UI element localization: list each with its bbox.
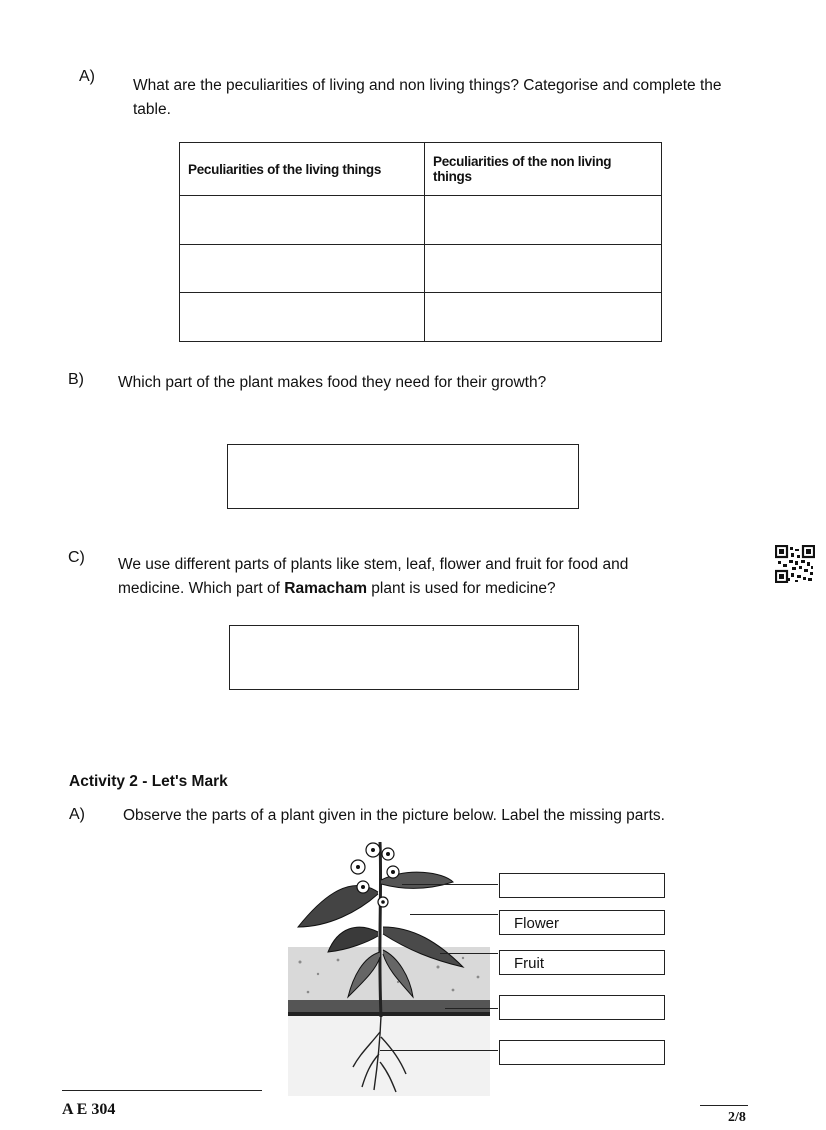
question-c-label: C) (68, 549, 85, 566)
table-cell-nonliving[interactable] (425, 196, 662, 245)
activity-a-text: Observe the parts of a plant given in the picture below. Label the missing parts. (123, 807, 665, 824)
leader-line (440, 953, 498, 954)
question-c-line2-pre: medicine. Which part of (118, 580, 285, 597)
plant-label-box[interactable] (499, 873, 665, 898)
leader-line (380, 1050, 498, 1051)
peculiarities-table (179, 142, 662, 342)
qr-code-icon (775, 545, 815, 583)
question-c-line1: We use different parts of plants like stem, leaf, flower and fruit for food and (118, 556, 629, 573)
table-cell-living[interactable] (180, 244, 425, 293)
question-b-label: B) (68, 371, 84, 388)
plant-name: Ramacham (284, 580, 367, 597)
leader-line (410, 914, 498, 915)
question-c-line2 (118, 577, 718, 601)
question-b-answer-box[interactable] (227, 444, 579, 509)
question-a-label: A) (79, 68, 95, 85)
page-number: 2/8 (728, 1110, 746, 1125)
question-b-text: Which part of the plant makes food they need for their growth? (118, 374, 547, 391)
table-cell-living[interactable] (180, 293, 425, 342)
table-header-living: Peculiarities of the living things (180, 143, 425, 196)
question-a-line1: What are the peculiarities of living and non living things? Categorise and complete the (133, 77, 722, 94)
question-a-line2: table. (133, 101, 171, 118)
question-c-text (118, 553, 718, 601)
leader-line (445, 1008, 498, 1009)
question-c-answer-box[interactable] (229, 625, 579, 690)
table-row (180, 293, 662, 342)
plant-label-box[interactable]: Fruit (499, 950, 665, 975)
activity-title: Activity 2 - Let's Mark (69, 773, 228, 790)
plant-label-box[interactable] (499, 1040, 665, 1065)
question-c-line2-post: plant is used for medicine? (366, 580, 556, 597)
table-cell-living[interactable] (180, 196, 425, 245)
question-a-text (133, 74, 773, 122)
plant-label-box[interactable] (499, 995, 665, 1020)
table-cell-nonliving[interactable] (425, 293, 662, 342)
plant-label-box[interactable]: Flower (499, 910, 665, 935)
table-row (180, 196, 662, 245)
footer-code: A E 304 (62, 1101, 116, 1118)
activity-a-label: A) (69, 806, 85, 823)
plant-illustration (288, 832, 490, 1096)
table-cell-nonliving[interactable] (425, 244, 662, 293)
footer-rule-right (700, 1105, 748, 1106)
leader-line (402, 884, 498, 885)
table-header-nonliving: Peculiarities of the non living things (425, 143, 662, 196)
table-row (180, 244, 662, 293)
footer-rule-left (62, 1090, 262, 1091)
